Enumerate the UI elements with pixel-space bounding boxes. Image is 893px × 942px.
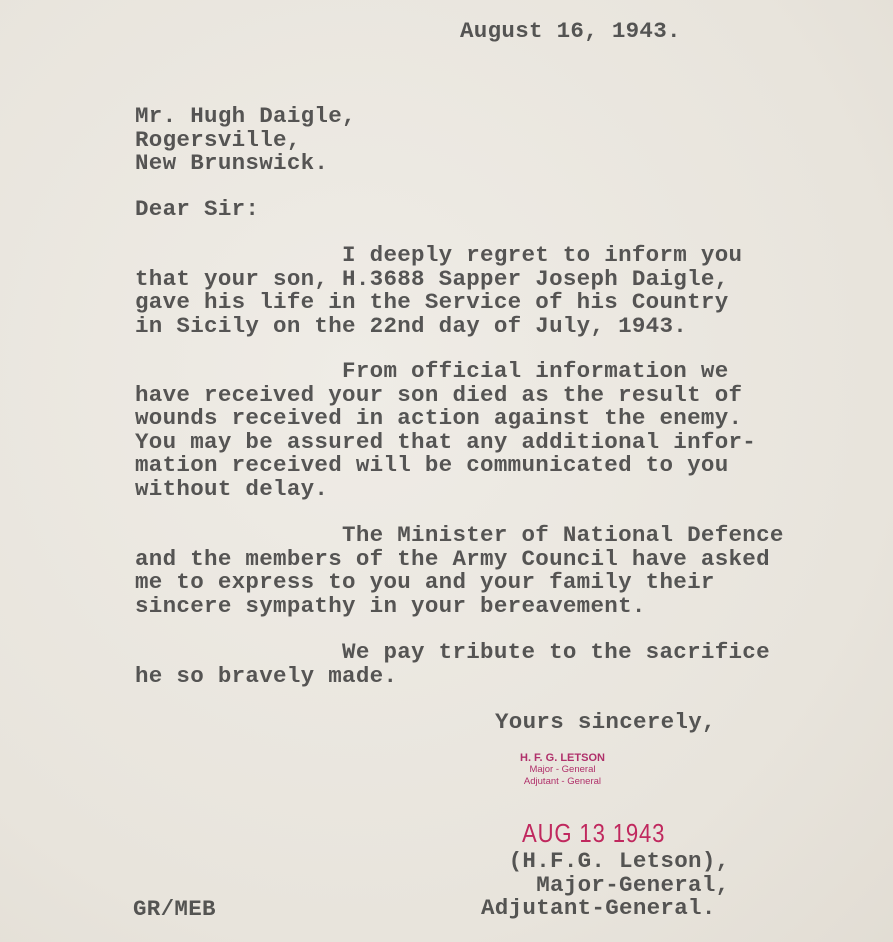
date-stamp: AUG 13 1943 <box>522 818 666 848</box>
signature-block: (H.F.G. Letson), Major-General, Adjutant-General. <box>481 848 730 922</box>
paragraph-4: We pay tribute to the sacrifice he so bravely made. <box>135 639 770 689</box>
closing: Yours sincerely, <box>495 709 716 735</box>
address-line: Mr. Hugh Daigle, <box>135 103 356 129</box>
recipient-address <box>135 105 356 176</box>
paragraph-1: I deeply regret to inform you that your son, H.3688 Sapper Joseph Daigle, gave his life in the Service of his Country in Sicily on the 22nd day of July, 1943. <box>135 242 743 339</box>
paragraph-3: The Minister of National Defence and the members of the Army Council have asked me to express to you and your family their sincere sympathy in your bereavement. <box>135 522 784 619</box>
address-line: New Brunswick. <box>135 150 329 177</box>
salutation: Dear Sir: <box>135 196 260 222</box>
reference-initials: GR/MEB <box>133 896 216 922</box>
address-line: Rogersville, <box>135 126 301 153</box>
letter-date: August 16, 1943. <box>460 18 681 44</box>
paragraph-2: From official information we have received your son died as the result of wounds received in action against the enemy. You may be assured that any additional infor- mation received will be communicated to you without delay. <box>135 358 757 502</box>
name-stamp: H. F. G. LETSON Major - General Adjutant - General <box>520 752 605 787</box>
